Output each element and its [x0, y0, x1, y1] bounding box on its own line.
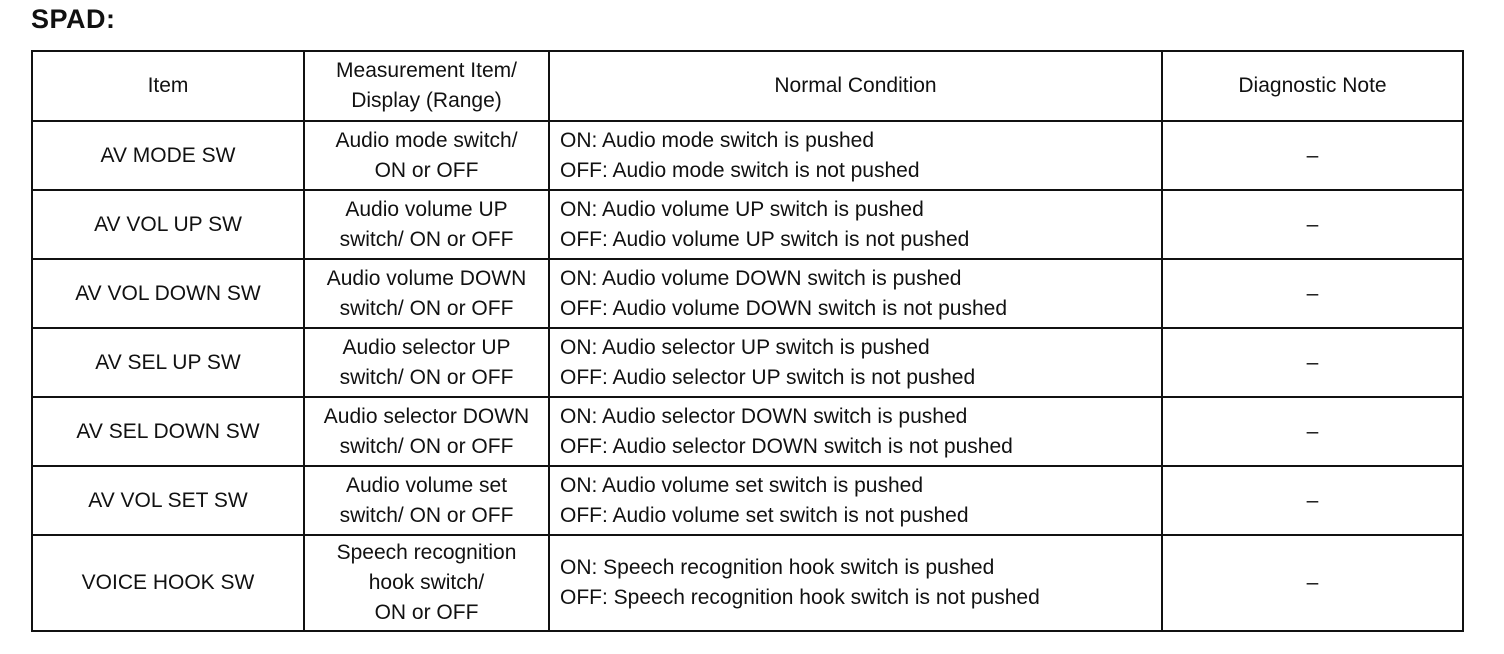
condition-cell	[549, 397, 1162, 466]
measurement-cell	[304, 397, 549, 466]
condition-line: OFF: Speech recognition hook switch is not pushed	[560, 586, 1040, 609]
condition-line: ON: Audio selector UP switch is pushed	[560, 335, 930, 359]
measurement-line: ON or OFF	[374, 601, 479, 624]
header-measurement-line: Display (Range)	[351, 89, 502, 112]
condition-cell	[549, 259, 1162, 328]
note-cell: –	[1162, 397, 1463, 466]
item-cell: AV VOL SET SW	[32, 466, 304, 535]
measurement-cell	[304, 535, 549, 631]
table-row	[32, 190, 1463, 259]
measurement-line: switch/ ON or OFF	[339, 503, 514, 527]
note-cell: –	[1162, 328, 1463, 397]
table-row	[32, 397, 1463, 466]
measurement-line: switch/ ON or OFF	[339, 227, 514, 251]
condition-line: OFF: Audio volume set switch is not pushed	[560, 503, 969, 527]
measurement-line: Audio volume set	[345, 473, 508, 497]
header-item: Item	[32, 51, 304, 121]
page-title: SPAD:	[31, 4, 116, 34]
measurement-cell	[304, 328, 549, 397]
note-cell: –	[1162, 535, 1463, 631]
measurement-line: ON or OFF	[374, 158, 479, 182]
condition-line: ON: Audio volume DOWN switch is pushed	[560, 266, 962, 290]
condition-line: ON: Audio volume set switch is pushed	[560, 473, 924, 497]
note-cell: –	[1162, 259, 1463, 328]
condition-line: ON: Audio mode switch is pushed	[560, 128, 874, 152]
table-row	[32, 121, 1463, 190]
note-cell: –	[1162, 190, 1463, 259]
note-cell: –	[1162, 466, 1463, 535]
header-condition: Normal Condition	[549, 51, 1162, 121]
condition-line: ON: Audio selector DOWN switch is pushed	[560, 404, 968, 428]
item-cell: AV SEL UP SW	[32, 328, 304, 397]
table-row	[32, 259, 1463, 328]
item-cell: AV VOL DOWN SW	[32, 259, 304, 328]
condition-cell	[549, 190, 1162, 259]
item-cell: VOICE HOOK SW	[32, 535, 304, 631]
item-cell: AV MODE SW	[32, 121, 304, 190]
condition-line: OFF: Audio selector DOWN switch is not pushed	[560, 434, 1013, 458]
condition-cell	[549, 466, 1162, 535]
measurement-line: Audio volume DOWN	[326, 266, 527, 290]
measurement-line: Audio volume UP	[345, 197, 508, 221]
condition-line: OFF: Audio mode switch is not pushed	[560, 158, 920, 182]
condition-line: ON: Audio volume UP switch is pushed	[560, 197, 924, 221]
measurement-cell	[304, 121, 549, 190]
measurement-line: hook switch/	[368, 571, 485, 594]
measurement-line: switch/ ON or OFF	[339, 296, 514, 320]
item-cell: AV SEL DOWN SW	[32, 397, 304, 466]
header-measurement-line: Measurement Item/	[336, 59, 517, 82]
item-cell: AV VOL UP SW	[32, 190, 304, 259]
condition-line: ON: Speech recognition hook switch is pushed	[560, 556, 995, 579]
note-cell: –	[1162, 121, 1463, 190]
table-row	[32, 466, 1463, 535]
condition-cell	[549, 121, 1162, 190]
spad-table	[31, 50, 1464, 632]
table-header-row	[32, 51, 1463, 121]
condition-line: OFF: Audio selector UP switch is not pushed	[560, 365, 976, 389]
measurement-line: Audio mode switch/	[335, 128, 518, 152]
table-row	[32, 535, 1463, 631]
measurement-line: switch/ ON or OFF	[339, 365, 514, 389]
header-note: Diagnostic Note	[1162, 51, 1463, 121]
measurement-line: switch/ ON or OFF	[339, 434, 514, 458]
measurement-cell	[304, 259, 549, 328]
header-measurement	[304, 51, 549, 121]
table-row	[32, 328, 1463, 397]
condition-cell	[549, 328, 1162, 397]
measurement-cell	[304, 466, 549, 535]
condition-line: OFF: Audio volume DOWN switch is not pushed	[560, 296, 1007, 320]
measurement-line: Speech recognition	[336, 541, 517, 564]
condition-line: OFF: Audio volume UP switch is not pushed	[560, 227, 970, 251]
measurement-line: Audio selector UP	[342, 335, 511, 359]
condition-cell	[549, 535, 1162, 631]
measurement-line: Audio selector DOWN	[323, 404, 530, 428]
measurement-cell	[304, 190, 549, 259]
